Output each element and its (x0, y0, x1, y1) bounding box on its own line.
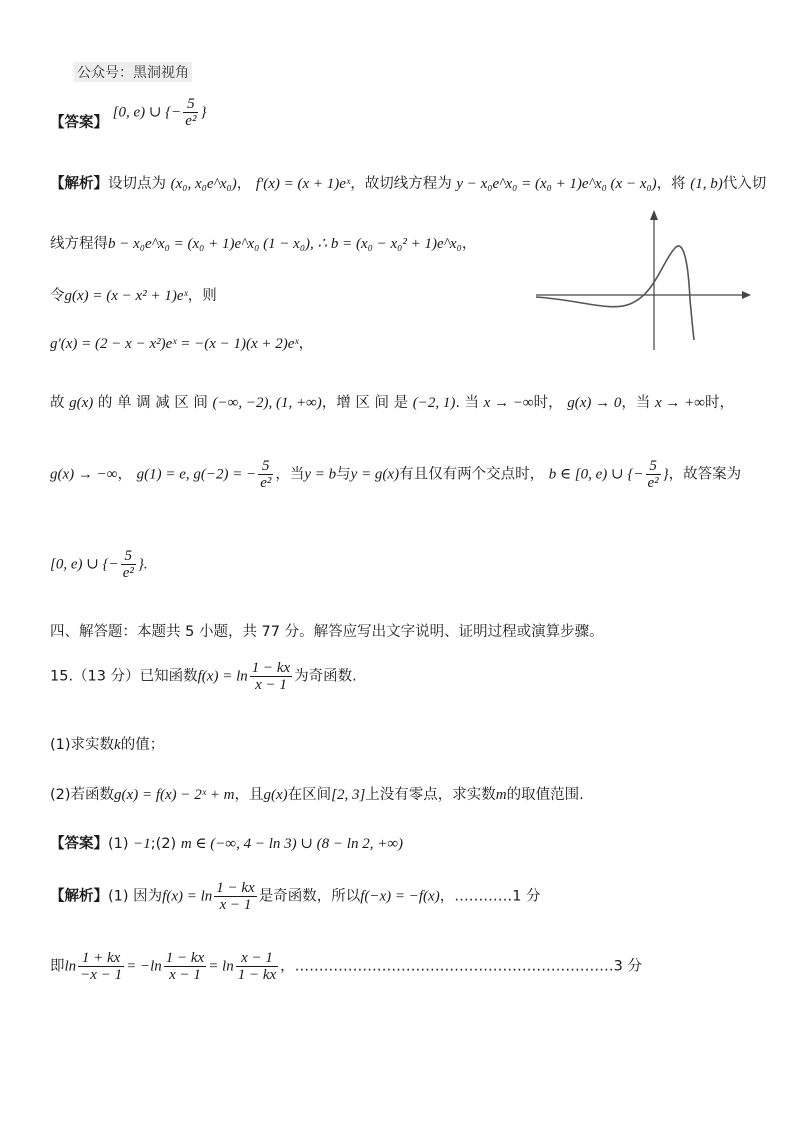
text-span: 上没有零点，求实数 (365, 787, 496, 803)
fraction (236, 950, 278, 983)
text-span: 是奇函数，所以 (258, 888, 361, 905)
math-span: g′(x) = (2 − x − x²)eˣ = −(x − 1)(x + 2)eˣ (50, 336, 299, 352)
fraction-numerator: 5 (121, 548, 136, 565)
section-heading (50, 620, 604, 641)
math-span: y = b (304, 466, 337, 483)
text-span: 15.（13 分）已知函数 (50, 668, 198, 685)
text-span: (1) 因为 (108, 888, 163, 905)
text-span: 为奇函数. (294, 668, 357, 685)
text-span: 时， (705, 395, 734, 411)
text-span: ， (461, 236, 477, 252)
analysis1-line3 (50, 284, 217, 305)
text-span: 在区间 (287, 787, 332, 803)
math-span: g(x) → −∞ (50, 466, 118, 483)
math-span: ln (64, 958, 77, 975)
text-span: ，增 区 间 是 (321, 395, 409, 411)
text-span: 代入切 (722, 176, 767, 192)
fraction (214, 880, 256, 913)
text-span: (2)若函数 (50, 787, 115, 803)
math-span: k (114, 737, 121, 753)
text-span: ， (298, 336, 314, 352)
text-span: ， (236, 176, 252, 192)
fraction-numerator: 1 − kx (165, 950, 205, 966)
text-span: 线方程得 (50, 236, 108, 252)
math-span: x → +∞ (655, 395, 705, 411)
fraction-denominator: 1 − kx (237, 967, 277, 983)
text-span: 与 (336, 466, 351, 483)
analysis2-line1 (50, 880, 541, 913)
fraction-denominator: x − 1 (255, 677, 287, 693)
fraction-numerator: 5 (646, 458, 661, 475)
analysis1-line4 (50, 332, 313, 353)
y-axis-arrow (650, 210, 658, 220)
text-span: 有且仅有两个交点时， (399, 466, 545, 483)
fraction (164, 950, 206, 983)
text-span: ，故切线方程为 (350, 176, 452, 192)
text-span: ，将 (656, 176, 686, 192)
text-span: 即 (50, 958, 65, 975)
text-span: ，…………………………………………………………3 分 (280, 958, 643, 975)
analysis2-line2 (50, 950, 642, 983)
x-axis-arrow (742, 291, 751, 299)
math-span: f(x) = ln (197, 668, 248, 685)
math-span: b ∈ [0, e) ∪ {− (548, 466, 644, 483)
fraction-denominator: e² (185, 113, 197, 129)
text-span: 令 (50, 288, 65, 304)
text-span: . 当 (455, 395, 480, 411)
fraction-numerator: 5 (258, 458, 273, 475)
answer-line-2 (50, 832, 403, 853)
analysis1-line7 (50, 548, 148, 581)
math-span: g(x) (69, 395, 94, 411)
text-span: ;(2) (150, 836, 177, 852)
analysis1-line6 (50, 458, 741, 491)
fraction-numerator: 5 (183, 96, 198, 113)
analysis1-line1 (50, 172, 766, 193)
math-span: } (662, 466, 669, 483)
math-span: x → −∞ (483, 395, 534, 411)
math-span: (−∞, −2), (1, +∞) (212, 395, 322, 411)
function-curve (536, 246, 694, 340)
analysis-tag: 【解析】 (50, 888, 108, 905)
text-span: 的取值范围. (506, 787, 584, 803)
text-span: ，当 (621, 395, 651, 411)
fraction (78, 950, 124, 983)
math-span: m (495, 787, 507, 803)
answer-value-suffix: } (200, 104, 207, 121)
fraction-denominator: e² (260, 475, 272, 491)
fraction-denominator: e² (647, 475, 659, 491)
fraction-numerator: x − 1 (236, 950, 278, 967)
text-span: 的 单 调 减 区 间 (97, 395, 208, 411)
text-span: ，故答案为 (668, 466, 742, 483)
analysis1-line5 (50, 391, 734, 412)
fraction-denominator: e² (122, 565, 134, 581)
fraction (250, 660, 292, 693)
fraction-numerator: 1 + kx (78, 950, 124, 967)
math-span: (1, b) (690, 176, 723, 192)
math-span: g(x) (263, 787, 288, 803)
function-graph (530, 200, 755, 360)
math-span: f(−x) = −f(x) (360, 888, 440, 905)
fraction (258, 458, 273, 491)
math-span: (−2, 1) (412, 395, 456, 411)
analysis1-line2 (50, 232, 476, 253)
question-15 (50, 660, 357, 693)
text-span: (1) (108, 836, 129, 852)
answer-fraction (183, 96, 198, 129)
answer-tag: 【答案】 (50, 836, 108, 852)
math-span: m ∈ (−∞, 4 − ln 3) ∪ (8 − ln 2, +∞) (180, 836, 404, 852)
math-span: = −ln (126, 958, 162, 975)
text-span: ，…………1 分 (439, 888, 541, 905)
text-span: 的值； (120, 737, 165, 753)
text-span: (1)求实数 (50, 737, 115, 753)
question-15-part2 (50, 783, 584, 804)
watermark-text: 公众号：黑洞视角 (77, 65, 189, 81)
math-span: (x₀, x₀e^x₀) (170, 176, 237, 192)
math-span: [2, 3] (331, 787, 366, 803)
fraction-denominator: x − 1 (219, 897, 252, 913)
math-span: y = g(x) (350, 466, 400, 483)
text-span: 设切点为 (108, 176, 166, 192)
text-span: 故 (50, 395, 65, 411)
section-text: 四、解答题：本题共 5 小题，共 77 分。解答应写出文字说明、证明过程或演算步骤。 (50, 624, 604, 640)
answer-tag: 【答案】 (50, 114, 108, 131)
math-span: g(x) = f(x) − 2ˣ + m (114, 787, 235, 803)
fraction (646, 458, 661, 491)
math-span: }. (137, 556, 148, 573)
text-span: ， (117, 466, 132, 483)
fraction-numerator: 1 − kx (251, 660, 291, 676)
math-span: −1 (133, 836, 151, 852)
fraction (121, 548, 136, 581)
math-span: g(1) = e, g(−2) = − (136, 466, 257, 483)
math-span: g(x) → 0 (567, 395, 622, 411)
analysis-tag: 【解析】 (50, 176, 108, 192)
math-span: y − x₀e^x₀ = (x₀ + 1)e^x₀ (x − x₀) (456, 176, 657, 192)
text-span: ，且 (234, 787, 264, 803)
fraction-denominator: −x − 1 (80, 967, 123, 983)
text-span: 时， (533, 395, 563, 411)
math-span: [0, e) ∪ {− (50, 556, 119, 573)
fraction-denominator: x − 1 (169, 967, 201, 983)
fraction-numerator: 1 − kx (216, 880, 255, 896)
question-15-part1 (50, 733, 164, 754)
text-span: ，当 (275, 466, 305, 483)
text-span: ，则 (187, 288, 217, 304)
math-span: g(x) = (x − x² + 1)eˣ (64, 288, 188, 304)
answer-line-1 (50, 96, 206, 129)
math-span: f(x) = ln (162, 888, 213, 905)
math-span: = ln (208, 958, 234, 975)
watermark-stamp (74, 62, 192, 82)
math-span: b − x₀e^x₀ = (x₀ + 1)e^x₀ (1 − x₀), ∴ b = (x₀ − x₀² + 1)e^x₀ (108, 236, 462, 252)
answer-value-prefix: [0, e) ∪ {− (112, 104, 182, 121)
math-span: f′(x) = (x + 1)eˣ (255, 176, 351, 192)
